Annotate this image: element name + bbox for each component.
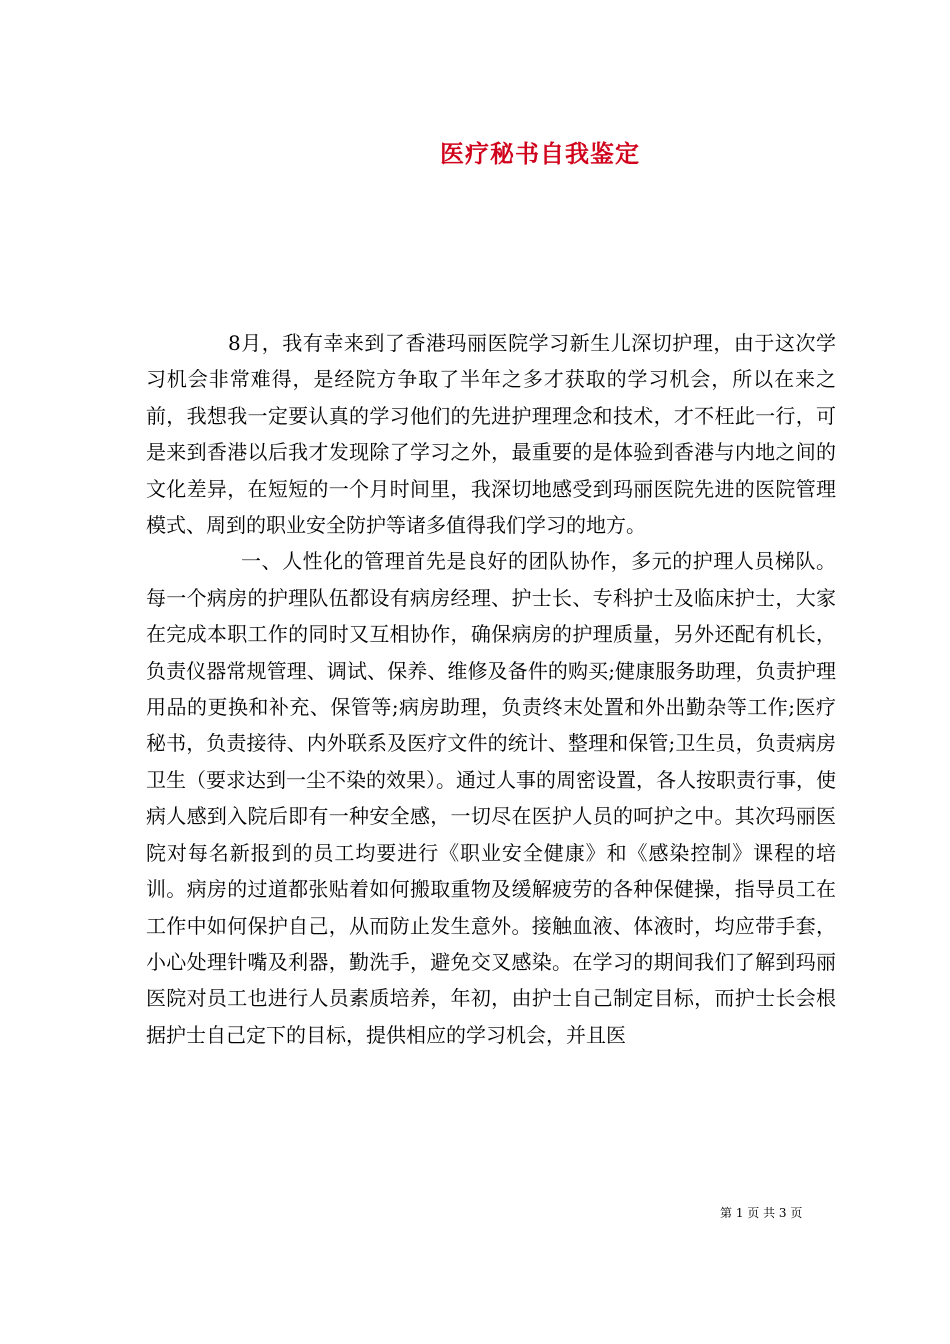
paragraph-management: 一、人性化的管理首先是良好的团队协作，多元的护理人员梯队。每一个病房的护理队伍都设有病房经理、护士长、专科护士及临床护士，大家在完成本职工作的同时又互相协作，确保病房的护理质量，另外还配有机长，负责仪器常规管理、调试、保养、维修及备件的购买;健康服务助理，负责护理用品的更换和补充、保管等;病房助理，负责终末处置和外出勤杂等工作;医疗秘书，负责接待、内外联系及医疗文件的统计、整理和保管;卫生员，负责病房卫生（要求达到一尘不染的效果）。通过人事的周密设置，各人按职责行事，使病人感到入院后即有一种安全感，一切尽在医护人员的呵护之中。其次玛丽医院对每名新报到的员工均要进行《职业安全健康》和《感染控制》课程的培训。病房的过道都张贴着如何搬取重物及缓解疲劳的各种保健操，指导员工在工作中如何保护自己，从而防止发生意外。接触血液、体液时，均应带手套，小心处理针嘴及利器，勤洗手，避免交叉感染。在学习的期间我们了解到玛丽医院对员工也进行人员素质培养，年初，由护士自己制定目标，而护士长会根据护士自己定下的目标，提供相应的学习机会，并且医 [146, 549, 836, 1047]
document-title: 医疗秘书自我鉴定 [440, 139, 640, 168]
page-number-footer: 第 1 页 共 3 页 [720, 1206, 803, 1220]
document-body [146, 325, 836, 1053]
paragraph-intro: 8月，我有幸来到了香港玛丽医院学习新生儿深切护理，由于这次学习机会非常难得，是经院方争取了半年之多才获取的学习机会，所以在来之前，我想我一定要认真的学习他们的先进护理理念和技术，才不枉此一行，可是来到香港以后我才发现除了学习之外，最重要的是体验到香港与内地之间的文化差异，在短短的一个月时间里，我深切地感受到玛丽医院先进的医院管理模式、周到的职业安全防护等诸多值得我们学习的地方。 [146, 331, 836, 538]
